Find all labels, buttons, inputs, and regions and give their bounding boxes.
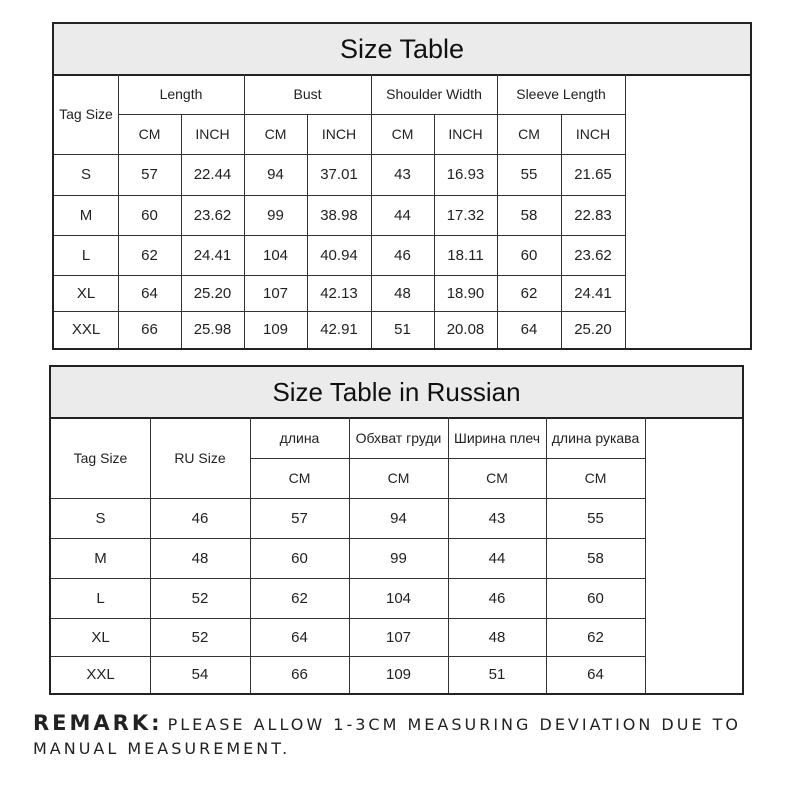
table-cell: 55: [520, 166, 538, 183]
table-cell: 25.98: [193, 321, 232, 338]
table-cell: 18.90: [446, 284, 485, 302]
unit-header: CM: [391, 126, 414, 142]
tag-size-cell: XL: [91, 628, 110, 646]
table-cell: 46: [191, 509, 209, 527]
size-table-russian: [49, 365, 744, 695]
ru-size-header: RU Size: [174, 449, 226, 466]
table-cell: 64: [520, 321, 538, 338]
tag-size-cell: M: [79, 206, 93, 224]
table-cell: 18.11: [447, 246, 484, 264]
size-table-russian-title: Size Table in Russian: [51, 367, 742, 419]
table-cell: 66: [141, 321, 158, 338]
table-cell: 23.62: [193, 206, 232, 224]
table-cell: 109: [385, 666, 412, 683]
table-cell: 25.20: [574, 321, 612, 338]
table-cell: 51: [488, 666, 506, 683]
table-cell: 44: [488, 549, 506, 567]
table-cell: 58: [587, 549, 604, 567]
table-cell: 38.98: [320, 206, 358, 224]
table-cell: 62: [291, 589, 308, 607]
tag-size-header: Tag Size: [59, 106, 113, 122]
column-group-header: Обхват груди: [355, 429, 442, 446]
table-cell: 52: [191, 628, 209, 646]
tag-size-cell: M: [94, 549, 107, 567]
table-cell: 43: [488, 509, 506, 527]
table-cell: 24.41: [574, 284, 612, 302]
table-cell: 62: [141, 246, 158, 264]
tag-size-cell: L: [96, 589, 105, 607]
unit-header: CM: [518, 126, 540, 142]
size-table: [52, 22, 752, 350]
table-cell: 60: [291, 549, 308, 567]
table-cell: 25.20: [193, 284, 232, 302]
table-cell: 48: [488, 628, 506, 646]
table-cell: 48: [394, 284, 411, 302]
unit-header: CM: [387, 470, 410, 486]
unit-header: CM: [288, 470, 311, 486]
unit-header: CM: [486, 470, 508, 486]
unit-header: INCH: [321, 126, 357, 142]
table-cell: 64: [291, 628, 308, 646]
tag-size-cell: XL: [76, 284, 96, 302]
grid-line: [645, 417, 646, 693]
unit-header: INCH: [575, 126, 611, 142]
column-group-header: Ширина плеч: [453, 429, 541, 446]
table-cell: 23.62: [574, 246, 612, 264]
column-group-header: длина: [279, 429, 320, 446]
table-cell: 64: [587, 666, 604, 683]
unit-header: INCH: [448, 126, 483, 142]
tag-size-header: Tag Size: [73, 449, 128, 466]
column-group-header: Sleeve Length: [516, 86, 606, 102]
table-cell: 66: [291, 666, 308, 683]
grid-line: [625, 74, 626, 348]
column-group-header: Shoulder Width: [386, 86, 482, 102]
table-cell: 42.13: [320, 284, 358, 302]
column-group-header: длина рукава: [551, 429, 640, 446]
table-cell: 107: [385, 628, 412, 646]
table-cell: 94: [390, 509, 407, 527]
table-cell: 60: [587, 589, 604, 607]
table-cell: 94: [267, 166, 284, 183]
table-cell: 104: [385, 589, 412, 607]
remark-note: [33, 711, 793, 761]
table-cell: 46: [394, 246, 411, 264]
table-cell: 109: [262, 321, 289, 338]
table-cell: 51: [394, 321, 411, 338]
table-cell: 16.93: [446, 166, 485, 183]
table-cell: 22.44: [193, 166, 232, 183]
table-cell: 37.01: [320, 166, 358, 183]
column-group-header: Length: [159, 86, 203, 102]
unit-header: INCH: [195, 126, 230, 142]
table-cell: 43: [394, 166, 411, 183]
table-cell: 104: [262, 246, 289, 264]
tag-size-cell: S: [80, 166, 91, 183]
table-cell: 20.08: [446, 321, 485, 338]
table-cell: 60: [141, 206, 158, 224]
unit-header: CM: [264, 126, 287, 142]
tag-size-cell: XXL: [71, 321, 101, 338]
tag-size-cell: L: [81, 246, 91, 264]
table-cell: 40.94: [320, 246, 358, 264]
table-cell: 48: [191, 549, 209, 567]
table-cell: 24.41: [193, 246, 232, 264]
remark-label: REMARK:: [33, 711, 163, 735]
table-cell: 54: [191, 666, 209, 683]
table-cell: 58: [520, 206, 538, 224]
table-cell: 60: [520, 246, 538, 264]
table-cell: 46: [488, 589, 506, 607]
column-group-header: Bust: [293, 86, 322, 102]
table-cell: 57: [141, 166, 158, 183]
table-cell: 21.65: [574, 166, 612, 183]
table-cell: 62: [587, 628, 604, 646]
remark-text: PLEASE ALLOW 1-3CM MEASURING DEVIATION DUE TO MANUAL MEASUREMENT.: [33, 715, 742, 758]
table-cell: 64: [141, 284, 158, 302]
tag-size-cell: S: [95, 509, 106, 527]
table-cell: 107: [262, 284, 289, 302]
table-cell: 55: [587, 509, 604, 527]
table-cell: 62: [520, 284, 538, 302]
table-cell: 42.91: [320, 321, 358, 338]
table-cell: 22.83: [574, 206, 612, 224]
unit-header: CM: [138, 126, 161, 142]
table-cell: 99: [390, 549, 407, 567]
table-cell: 52: [191, 589, 209, 607]
table-cell: 57: [291, 509, 308, 527]
unit-header: CM: [584, 470, 607, 486]
table-cell: 99: [267, 206, 284, 224]
table-cell: 44: [394, 206, 411, 224]
table-cell: 17.32: [446, 206, 485, 224]
size-table-title: Size Table: [54, 24, 750, 76]
tag-size-cell: XXL: [86, 666, 115, 683]
